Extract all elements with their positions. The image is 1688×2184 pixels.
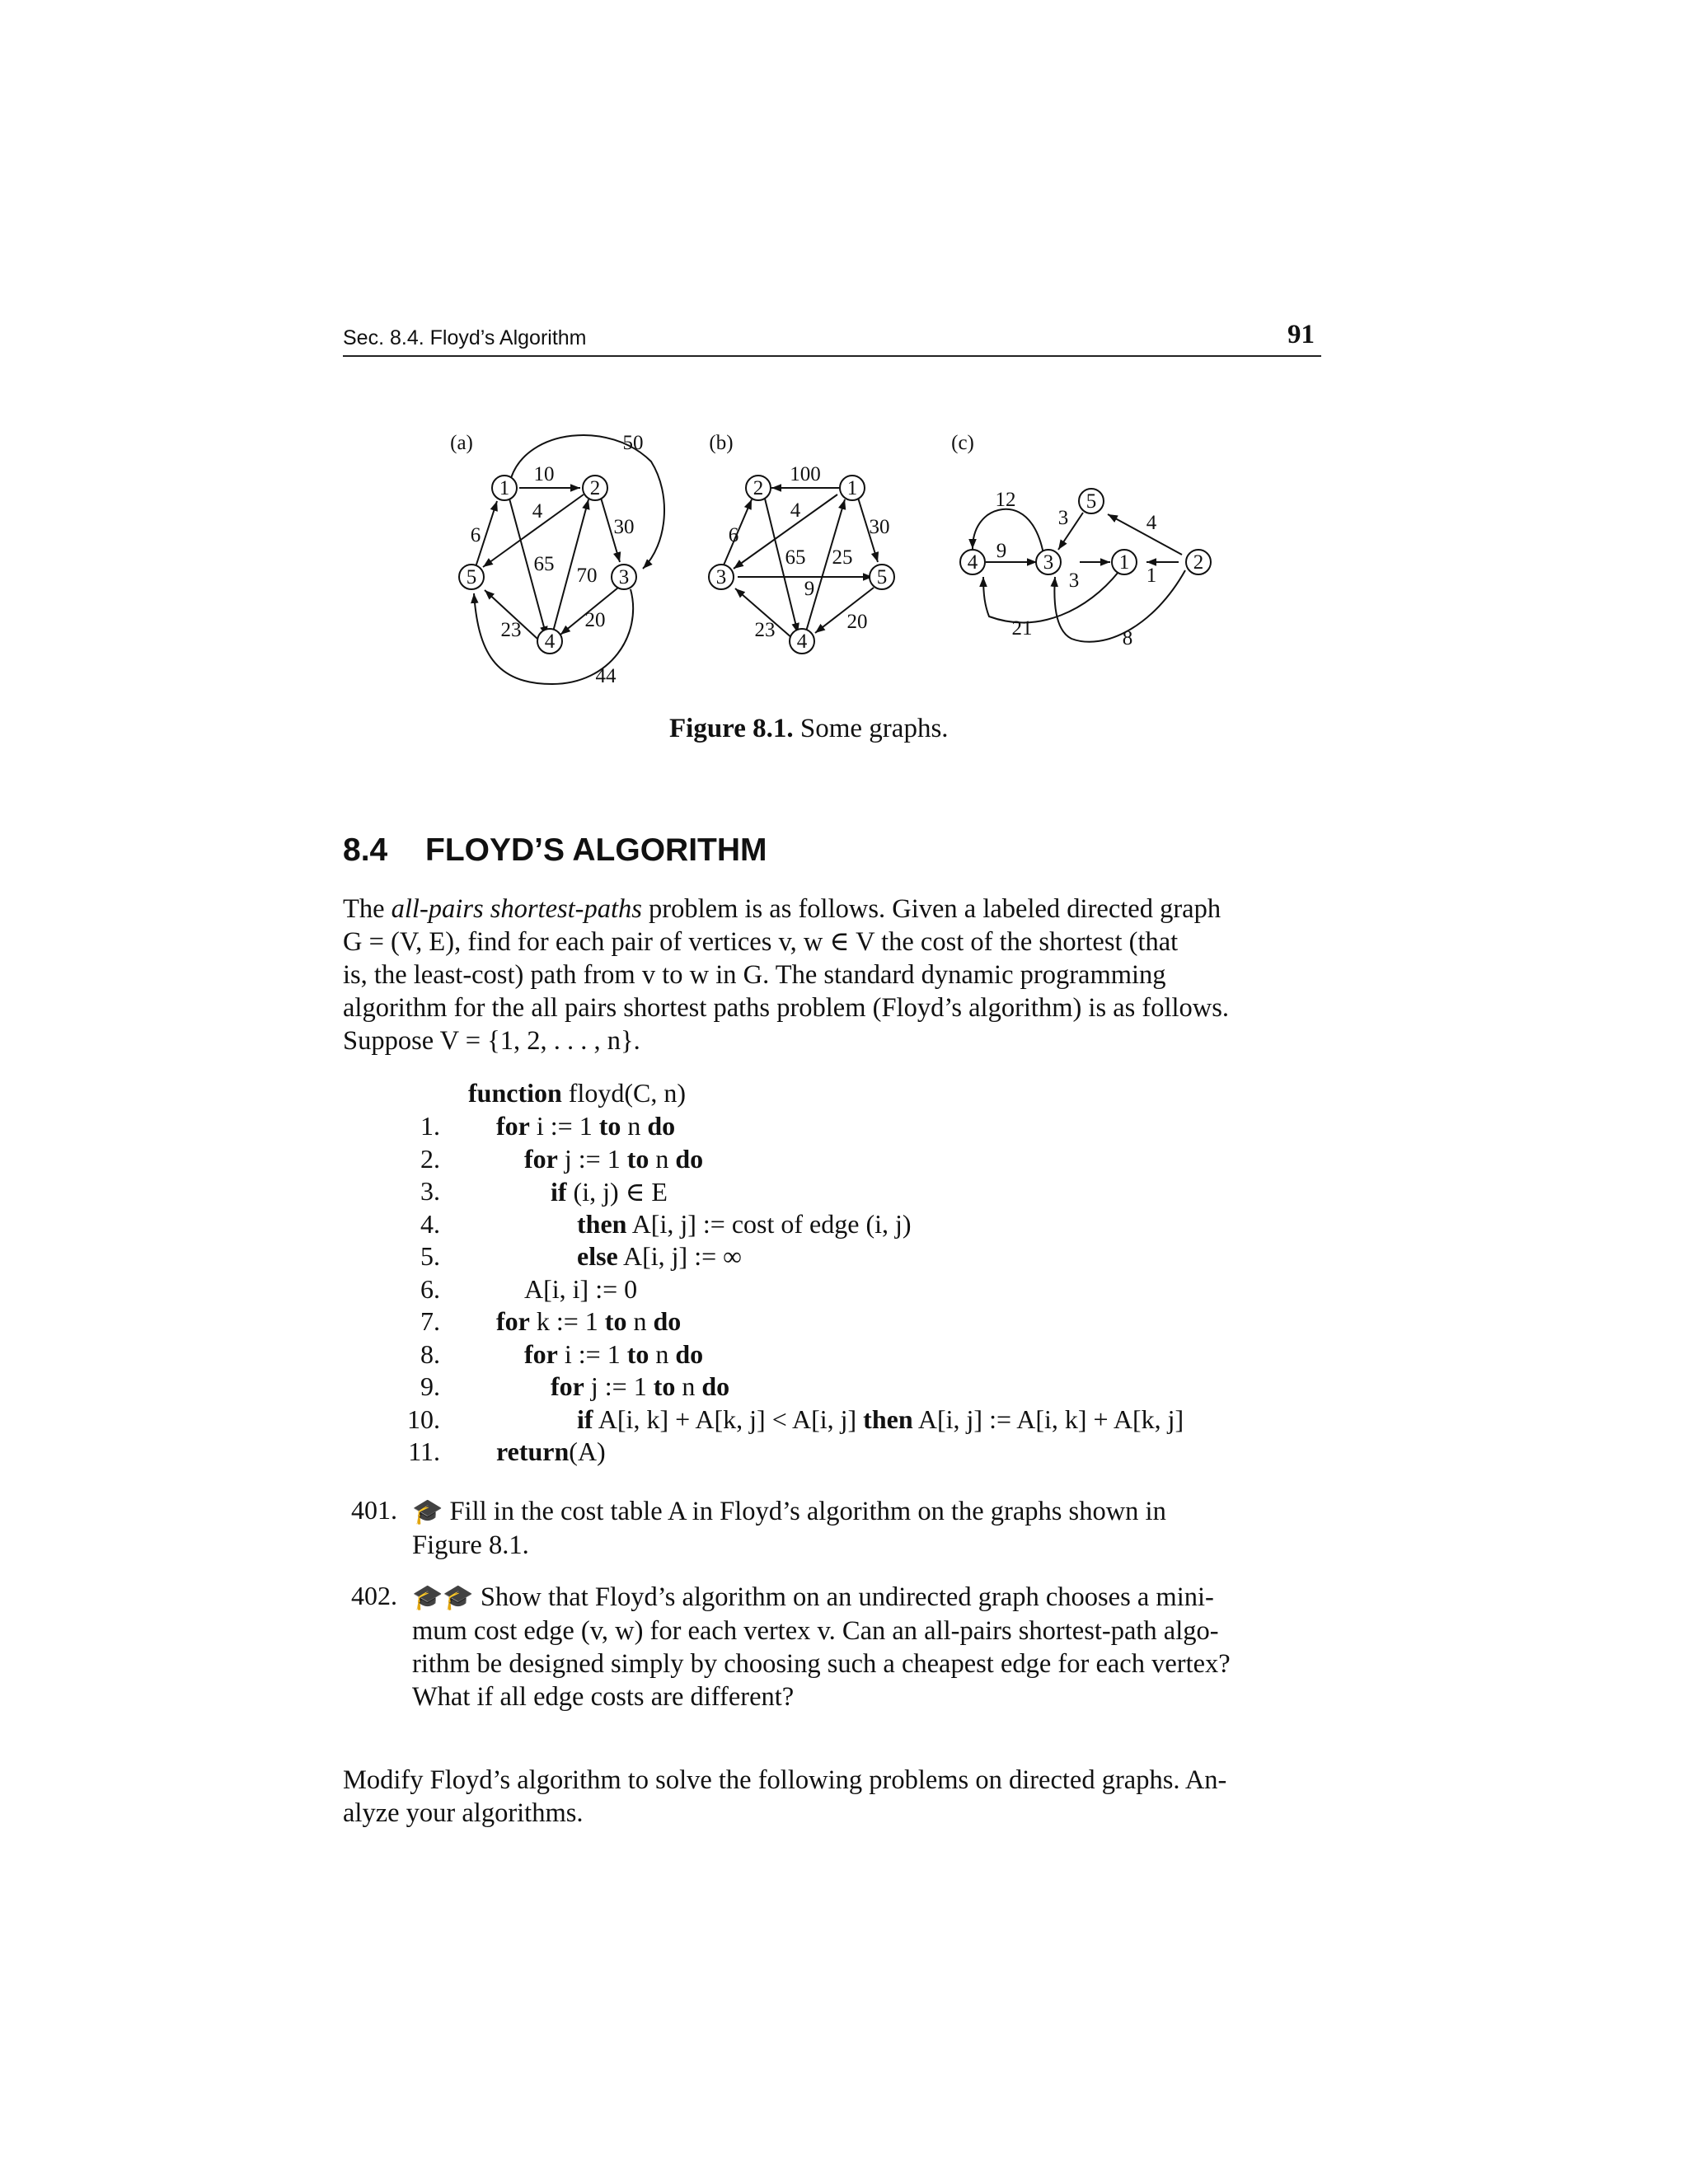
algorithm-line-number: 7. xyxy=(420,1306,440,1336)
closing-line: alyze your algorithms. xyxy=(343,1798,584,1828)
graph-c-edge-3-4 xyxy=(973,509,1043,554)
algorithm-line xyxy=(551,1176,668,1207)
panel-label-c: (c) xyxy=(951,432,974,454)
graph-c-edge-1-4 xyxy=(983,572,1118,622)
algorithm-text: n xyxy=(649,1338,676,1369)
exercise-line: mum cost edge (v, w) for each vertex v. Can an all-pairs shortest-path algo- xyxy=(412,1616,1219,1646)
exercise-line xyxy=(412,1495,1321,1529)
figure-caption-number: Figure 8.1. xyxy=(669,714,794,743)
graduation-cap-icon: 🎓 xyxy=(412,1498,443,1526)
graph-c-node-3-label: 3 xyxy=(1043,551,1054,574)
algorithm-text: A[i, k] + A[k, j] < A[i, j] xyxy=(593,1404,864,1434)
algorithm-keyword: function xyxy=(468,1078,562,1108)
graph-a-node-1-label: 1 xyxy=(499,477,510,499)
graph-a-edge-label: 10 xyxy=(533,463,555,485)
graph-c-edge-label: 9 xyxy=(996,540,1007,562)
graph-a-edge-label: 20 xyxy=(584,609,606,631)
algorithm-line xyxy=(577,1241,742,1272)
figure-caption xyxy=(669,714,949,744)
algorithm-text: j := 1 xyxy=(584,1371,654,1401)
intro-paragraph xyxy=(343,893,1321,1057)
algorithm-keyword: else xyxy=(577,1241,618,1271)
graph-c-node-2-label: 2 xyxy=(1193,551,1204,574)
intro-text: The xyxy=(343,894,392,924)
graph-a-edge-label: 50 xyxy=(622,432,644,454)
algorithm-line-number: 3. xyxy=(420,1176,440,1206)
closing-line: Modify Floyd’s algorithm to solve the following problems on directed graphs. An- xyxy=(343,1765,1227,1795)
exercise-401 xyxy=(412,1495,1321,1562)
algorithm-keyword: do xyxy=(675,1338,704,1369)
graph-b-edge-label: 65 xyxy=(785,546,806,569)
intro-emphasis: all-pairs shortest-paths xyxy=(391,894,642,924)
algorithm-text: n xyxy=(621,1111,648,1141)
graph-b-node-4-label: 4 xyxy=(796,630,808,653)
algorithm-line-number: 8. xyxy=(420,1338,440,1369)
graph-a-node-3-label: 3 xyxy=(618,566,630,588)
algorithm-line-number: 6. xyxy=(420,1273,440,1304)
algorithm-keyword: do xyxy=(701,1371,730,1401)
algorithm-keyword: do xyxy=(675,1143,704,1174)
algorithm-text: A[i, i] := 0 xyxy=(524,1273,638,1304)
graph-a-edge-label: 70 xyxy=(576,565,598,587)
algorithm-line xyxy=(577,1209,912,1240)
algorithm-keyword: for xyxy=(496,1111,530,1141)
graph-b-edge-label: 100 xyxy=(790,463,821,485)
algorithm-text: k := 1 xyxy=(529,1306,605,1336)
graph-a-edge-label: 23 xyxy=(500,619,522,641)
algorithm-line-number: 10. xyxy=(407,1404,440,1434)
algorithm-text: (i, j) ∈ E xyxy=(566,1177,668,1207)
exercise-402 xyxy=(412,1581,1321,1713)
algorithm-line-number: 11. xyxy=(408,1436,440,1466)
graph-b-node-1-label: 1 xyxy=(846,477,858,499)
exercise-line xyxy=(412,1581,1321,1615)
figure-caption-text: Some graphs. xyxy=(799,714,949,743)
algorithm-line xyxy=(496,1306,681,1337)
algorithm-line-number: 5. xyxy=(420,1241,440,1271)
algorithm-keyword: to xyxy=(604,1306,627,1336)
graph-c-edge-label: 1 xyxy=(1146,565,1157,587)
panel-label-a: (a) xyxy=(450,432,473,454)
algorithm-line xyxy=(524,1144,703,1174)
figure-8-1 xyxy=(429,420,1253,701)
graph-a xyxy=(474,435,664,684)
graph-c-node-1-label: 1 xyxy=(1118,551,1130,574)
algorithm-line xyxy=(524,1274,637,1305)
algorithm-text: i := 1 xyxy=(557,1338,627,1369)
algorithm-line-number: 9. xyxy=(420,1371,440,1401)
algorithm-text: n xyxy=(675,1371,702,1401)
algorithm-keyword: for xyxy=(551,1371,584,1401)
algorithm-keyword: to xyxy=(598,1111,621,1141)
graph-c-node-5-label: 5 xyxy=(1085,490,1097,513)
algorithm-text: A[i, j] := A[i, k] + A[k, j] xyxy=(912,1404,1184,1434)
graph-b-edge-label: 25 xyxy=(832,546,853,569)
intro-line: is, the least-cost) path from v to w in G. The standard dynamic programming xyxy=(343,960,1166,990)
section-number: 8.4 xyxy=(343,832,388,868)
exercise-text: Show that Floyd’s algorithm on an undirected graph chooses a mini- xyxy=(480,1582,1214,1612)
algorithm-keyword: to xyxy=(626,1338,649,1369)
algorithm-line xyxy=(496,1111,675,1141)
section-title: FLOYD’S ALGORITHM xyxy=(425,832,767,868)
graph-c-edge-label: 3 xyxy=(1068,569,1080,592)
algorithm-text: A[i, j] := cost of edge (i, j) xyxy=(626,1208,912,1239)
exercise-number: 401. xyxy=(351,1495,397,1525)
algorithm-keyword: to xyxy=(626,1143,649,1174)
intro-text: problem is as follows. Given a labeled directed graph xyxy=(641,894,1221,924)
algorithm-signature: floyd(C, n) xyxy=(561,1078,686,1108)
graph-c-node-4-label: 4 xyxy=(967,551,978,574)
graduation-cap-icon: 🎓🎓 xyxy=(412,1584,474,1611)
graph-b-edge-label: 9 xyxy=(804,578,815,600)
graph-b-node-5-label: 5 xyxy=(876,566,888,588)
graph-a-node-2-label: 2 xyxy=(589,477,601,499)
algorithm-keyword: to xyxy=(653,1371,676,1401)
algorithm-keyword: if xyxy=(577,1404,593,1434)
algorithm-keyword: then xyxy=(577,1208,627,1239)
exercise-line: What if all edge costs are different? xyxy=(412,1682,795,1712)
algorithm-line-number: 2. xyxy=(420,1143,440,1174)
panel-label-b: (b) xyxy=(709,432,734,454)
exercise-line: rithm be designed simply by choosing such a cheapest edge for each vertex? xyxy=(412,1649,1231,1679)
graph-c-edge-2-5 xyxy=(1108,514,1182,555)
running-header-section: Sec. 8.4. Floyd’s Algorithm xyxy=(343,326,587,349)
intro-line: Suppose V = {1, 2, . . . , n}. xyxy=(343,1026,640,1056)
exercise-text: Fill in the cost table A in Floyd’s algorithm on the graphs shown in xyxy=(449,1497,1166,1526)
graph-a-edge-label: 44 xyxy=(595,665,617,687)
intro-line: G = (V, E), find for each pair of vertices v, w ∈ V the cost of the shortest (that xyxy=(343,927,1179,957)
algorithm-line xyxy=(551,1371,729,1402)
algorithm-line-number: 4. xyxy=(420,1208,440,1239)
algorithm-line xyxy=(496,1436,606,1467)
algorithm-keyword: if xyxy=(551,1177,567,1207)
graph-b-node-2-label: 2 xyxy=(753,477,764,499)
algorithm-keyword: do xyxy=(647,1111,676,1141)
graph-b-node-3-label: 3 xyxy=(715,566,727,588)
algorithm-header xyxy=(468,1078,686,1108)
graph-c-edge-label: 3 xyxy=(1057,507,1069,529)
algorithm-text: n xyxy=(649,1143,676,1174)
exercise-number: 402. xyxy=(351,1581,397,1610)
figure-8-1-graphs xyxy=(429,420,1253,701)
graph-b-edge-label: 30 xyxy=(869,516,890,538)
intro-line xyxy=(343,893,1321,926)
algorithm-text: j := 1 xyxy=(557,1143,627,1174)
graph-b-edge-label: 23 xyxy=(754,619,776,641)
algorithm-keyword: do xyxy=(653,1306,682,1336)
graph-c-edge-label: 4 xyxy=(1146,512,1157,534)
algorithm-text: n xyxy=(626,1306,654,1336)
graph-b-edge-label: 6 xyxy=(728,524,739,546)
header-rule xyxy=(343,355,1321,357)
algorithm-keyword: for xyxy=(524,1338,558,1369)
page-number: 91 xyxy=(1287,320,1315,349)
algorithm-line xyxy=(524,1339,703,1370)
algorithm-text: (A) xyxy=(569,1436,606,1466)
graph-a-node-4-label: 4 xyxy=(544,630,556,653)
graph-a-node-5-label: 5 xyxy=(466,566,477,588)
algorithm-keyword: for xyxy=(524,1143,558,1174)
intro-line: algorithm for the all pairs shortest paths problem (Floyd’s algorithm) is as follows. xyxy=(343,993,1230,1023)
exercise-line: Figure 8.1. xyxy=(412,1530,529,1560)
graph-a-edge-label: 4 xyxy=(532,500,543,523)
graph-c-edge-label: 12 xyxy=(995,489,1016,511)
graph-c-edge-label: 21 xyxy=(1011,617,1033,640)
algorithm-text: A[i, j] := ∞ xyxy=(617,1241,742,1271)
algorithm-line xyxy=(577,1404,1184,1435)
graph-b-edge-label: 20 xyxy=(846,611,868,633)
closing-paragraph xyxy=(343,1764,1321,1830)
algorithm-keyword: return xyxy=(496,1436,570,1466)
algorithm-text: i := 1 xyxy=(529,1111,599,1141)
algorithm-line-number: 1. xyxy=(420,1111,440,1141)
graph-c-edge-label: 8 xyxy=(1122,627,1133,649)
graph-a-edge-label: 6 xyxy=(470,524,481,546)
algorithm-keyword: for xyxy=(496,1306,530,1336)
graph-a-edge-label: 30 xyxy=(613,516,635,538)
graph-a-edge-label: 65 xyxy=(533,553,555,575)
algorithm-keyword: then xyxy=(863,1404,913,1434)
graph-b-edge-label: 4 xyxy=(790,499,801,522)
